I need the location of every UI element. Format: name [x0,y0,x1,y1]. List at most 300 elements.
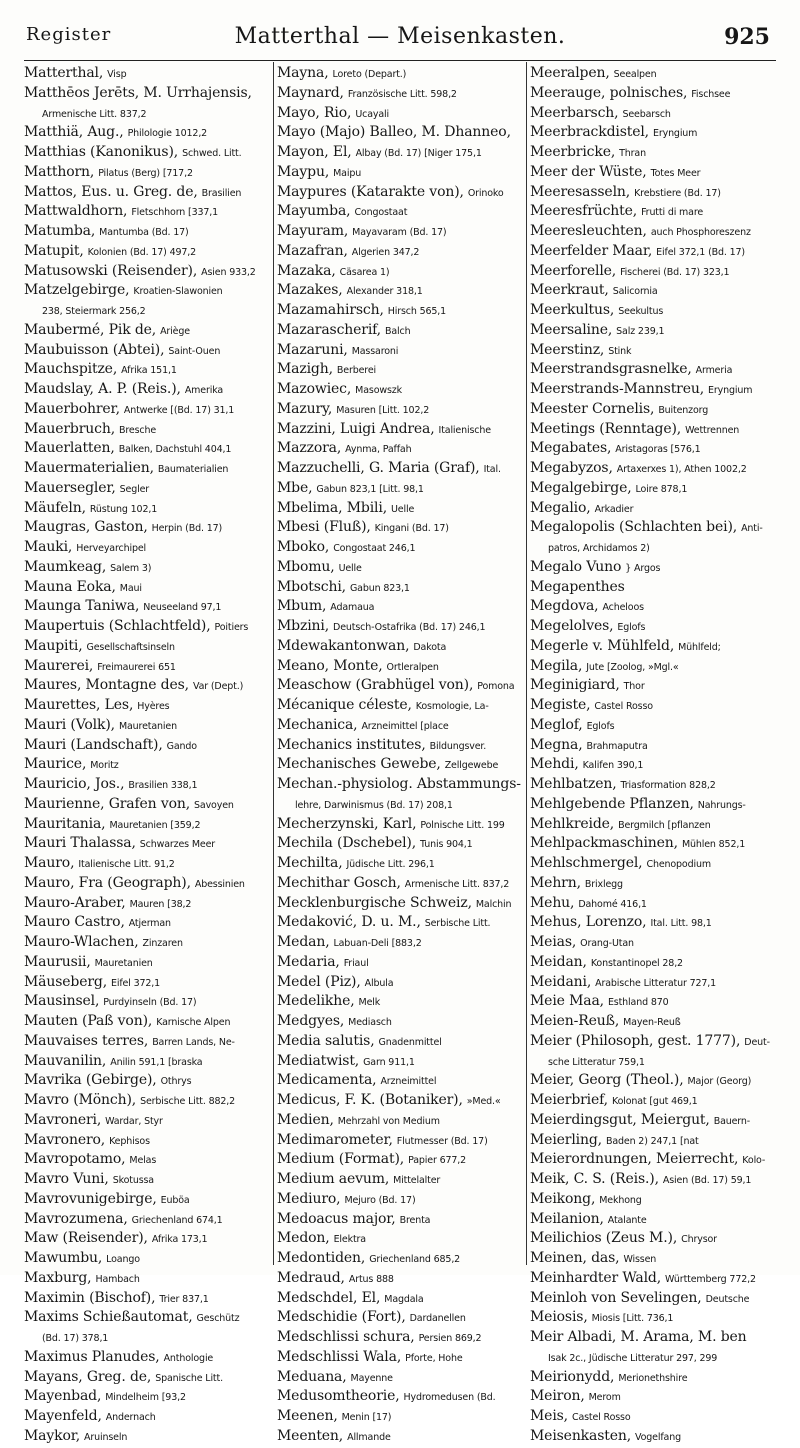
index-entry [277,518,522,538]
index-column-3 [530,64,780,1444]
entry-headword: Meirionydd, [530,1368,615,1385]
index-entry [530,795,780,815]
index-entry [277,64,522,84]
entry-headword: Meierbrief, [530,1092,608,1108]
index-entry [277,736,522,756]
entry-reference: Karnische Alpen [156,1017,231,1028]
entry-headword: Mayna, [277,65,329,81]
index-entry [530,222,780,242]
index-entry [530,834,780,854]
index-entry [530,1210,780,1230]
entry-headword: Mauerbohrer, [24,400,120,417]
entry-headword: Maypures (Katarakte von), [277,183,464,200]
index-entry [277,281,522,301]
index-entry [530,1190,780,1210]
entry-reference: Ital. Litt. 98,1 [650,918,712,930]
entry-reference: »Med.« [466,1096,501,1107]
index-entry [277,459,522,479]
entry-headword: Mauri (Landschaft), [24,736,163,753]
entry-headword: Meias, [530,934,577,950]
entry-headword: Mauro-Araber, [24,894,126,911]
entry-reference: Herveyarchipel [76,543,147,554]
index-entry [530,1170,780,1190]
entry-reference: Malchin [475,898,512,910]
index-entry [277,973,522,993]
entry-headword: Mehlbatzen, [530,776,617,792]
index-entry [24,301,270,321]
entry-headword: Mehlpackmaschinen, [530,835,678,852]
index-entry [277,854,522,874]
index-entry [277,657,522,677]
entry-reference: Tunis 904,1 [420,839,473,851]
entry-headword: Mdewakantonwan, [277,637,410,654]
index-entry [277,1091,522,1111]
index-entry [530,913,780,933]
entry-reference: Bergmilch [pflanzen [618,819,711,831]
entry-headword: Mauri Thalassa, [24,835,136,852]
index-entry [24,479,270,499]
index-entry [530,815,780,835]
entry-reference: Italienische Litt. 91,2 [78,859,175,870]
entry-reference: Saint-Ouen [168,345,221,357]
entry-headword: Mauersegler, [24,479,116,496]
entry-headword: Measchow (Grabhügel von), [277,677,474,694]
entry-reference: Elektra [333,1234,366,1246]
entry-headword: Meikong, [530,1190,596,1207]
entry-headword: Megalio, [530,499,591,516]
entry-reference: Albay (Bd. 17) [Niger 175,1 [355,148,482,159]
entry-reference: Isak 2c., Jüdische Litteratur 297, 299 [548,1352,718,1364]
index-entry [277,578,522,598]
index-entry [277,420,522,440]
index-entry [24,242,270,262]
index-entry [530,143,780,163]
entry-headword: Mehrn, [530,874,581,891]
entry-headword: Mechan.-physiolog. Abstammungs- [277,776,521,792]
index-entry [277,1150,522,1170]
entry-reference: Artaxerxes 1), Athen 1002,2 [616,464,747,475]
index-entry [277,1052,522,1072]
entry-reference: Kolonat [gut 469,1 [611,1096,698,1107]
entry-headword: Meerbarsch, [530,104,619,121]
entry-reference: Menin [17) [341,1412,392,1423]
entry-reference: Kingani (Bd. 17) [374,523,449,535]
entry-headword: Matthēos Jerēts, M. Urrhajensis, [24,84,252,101]
entry-headword: Mazigh, [277,361,333,378]
index-entry [530,953,780,973]
entry-headword: Mavrozumena, [24,1210,128,1227]
entry-reference: Neuseeland 97,1 [143,602,222,614]
index-entry [24,558,270,578]
index-entry [277,321,522,341]
entry-reference: Alexander 318,1 [346,286,423,298]
entry-headword: Meginigiard, [530,677,620,694]
entry-reference: Eglofs [617,622,646,633]
index-entry [24,183,270,203]
index-entry [530,597,780,617]
index-entry [530,518,780,538]
index-entry [24,1427,270,1447]
index-entry [530,104,780,124]
index-entry [24,538,270,558]
index-entry [24,400,270,420]
entry-headword: Mbelima, Mbili, [277,499,387,516]
index-entry [277,795,522,815]
entry-reference: Wettrennen [685,424,740,436]
entry-reference: Orang-Utan [580,938,634,949]
entry-reference: Adamaua [330,602,375,614]
entry-reference: Vogelfang [635,1431,681,1443]
index-entry [530,1150,780,1170]
entry-headword: Mehu, [530,894,575,911]
entry-reference: Garn 911,1 [363,1056,415,1068]
index-entry [530,1387,780,1407]
index-entry [530,755,780,775]
entry-reference: Armenische Litt. 837,2 [42,108,147,120]
entry-reference: Aynma, Paffah [345,444,412,456]
page-number: 925 [724,24,770,50]
entry-headword: Mazakes, [277,282,343,299]
entry-reference: Baumaterialien [157,464,229,475]
entry-reference: auch Phosphoreszenz [650,227,751,238]
entry-headword: Megna, [530,736,583,753]
index-entry [277,953,522,973]
index-entry [277,341,522,361]
entry-headword: Mazaka, [277,262,336,279]
index-entry [530,1091,780,1111]
index-entry [277,894,522,914]
index-entry [530,657,780,677]
entry-headword: Matumba, [24,223,96,239]
entry-reference: } Argos [625,562,661,574]
entry-headword: Medimarometer, [277,1131,393,1148]
entry-reference: Philologie 1012,2 [127,128,208,140]
entry-reference: Var (Dept.) [192,681,244,693]
entry-headword: Meidani, [530,973,592,990]
entry-headword: Mauermaterialien, [24,460,154,476]
entry-reference: Masuren [Litt. 102,2 [336,404,430,416]
entry-headword: Mauvanilin, [24,1052,107,1069]
entry-reference: Spanische Litt. [155,1372,223,1384]
index-entry [530,262,780,282]
entry-headword: Maw (Reisender), [24,1230,148,1247]
index-entry [530,1289,780,1309]
entry-reference: Hirsch 565,1 [387,306,447,317]
entry-reference: Aristagoras [576,1 [615,444,701,456]
index-entry [277,1328,522,1348]
entry-headword: Mechanics institutes, [277,736,426,753]
entry-headword: Mayenfeld, [24,1408,102,1424]
entry-headword: Mazzora, [277,440,342,457]
index-entry [277,380,522,400]
entry-reference: Anthologie [163,1352,214,1364]
entry-reference: Congostaat [354,207,408,219]
entry-headword: Mbzini, [277,618,330,634]
entry-reference: Schwed. Litt. [182,148,242,159]
entry-reference: Euböa [160,1194,190,1206]
entry-reference: Mejuro (Bd. 17) [344,1194,416,1206]
index-entry [277,499,522,519]
entry-headword: Mausinsel, [24,993,100,1010]
index-entry [24,834,270,854]
index-entry [24,716,270,736]
index-entry [277,104,522,124]
index-entry [24,321,270,341]
entry-reference: Eglofs [586,720,615,732]
entry-reference: Magdala [384,1293,424,1305]
entry-reference: Jute [Zoolog, »Mgl.« [586,661,679,673]
entry-reference: Loango [106,1254,140,1265]
entry-reference: Mediasch [348,1017,392,1028]
entry-headword: Mechilta, [277,855,343,871]
index-entry [530,1229,780,1249]
index-entry [24,459,270,479]
index-entry [24,795,270,815]
entry-reference: Orinoko [467,187,504,199]
entry-headword: Maypu, [277,163,330,180]
entry-headword: Matusowski (Reisender), [24,262,198,279]
entry-reference: Arzneimittel [380,1076,437,1088]
entry-reference: Major (Georg) [687,1076,752,1088]
entry-headword: Meiron, [530,1388,585,1405]
entry-reference: Mauren [38,2 [129,898,192,910]
index-entry [24,202,270,222]
entry-reference: Uelle [390,503,415,515]
entry-reference: Mindelheim [93,2 [105,1392,186,1404]
entry-headword: Meenen, [277,1408,338,1424]
index-entry [530,360,780,380]
entry-headword: Mechanica, [277,716,358,733]
entry-reference: Gabun 823,1 [Litt. 98,1 [316,483,424,495]
index-entry [24,617,270,637]
entry-reference: Dahomé 416,1 [578,898,647,910]
entry-headword: Mattos, Eus. u. Greg. de, [24,183,198,200]
entry-headword: Matthorn, [24,163,95,180]
entry-reference: Moritz [90,760,119,772]
index-entry [24,894,270,914]
entry-reference: Eryngium [652,128,698,140]
entry-headword: Meenten, [277,1427,344,1444]
entry-reference: Stink [608,345,632,357]
index-entry [24,973,270,993]
entry-reference: Bauern- [713,1115,751,1127]
index-entry [24,1368,270,1388]
entry-reference: Griechenland 674,1 [131,1214,223,1226]
entry-reference: Gesellschaftsinseln [86,641,175,653]
entry-reference: Serbische Litt. 882,2 [140,1096,236,1107]
entry-reference: Andernach [105,1412,156,1423]
entry-headword: Mauritania, [24,815,106,832]
entry-headword: Megerle v. Mühlfeld, [530,637,675,654]
entry-headword: Meilanion, [530,1210,604,1227]
entry-headword: Mechila (Dschebel), [277,835,417,852]
entry-reference: Anti- [741,523,763,535]
entry-headword: Mavro Vuni, [24,1171,109,1187]
entry-headword: Matupit, [24,242,84,259]
entry-headword: Mavroneri, [24,1111,102,1128]
index-entry [277,992,522,1012]
entry-reference: Brixlegg [584,878,623,890]
index-entry [277,676,522,696]
entry-headword: Meir Albadi, M. Arama, M. ben [530,1329,747,1345]
index-entry [24,439,270,459]
entry-headword: Mauri (Volk), [24,716,115,733]
register-label: Register [26,24,112,45]
entry-reference: Artus 888 [348,1273,394,1285]
entry-headword: Mechithar Gosch, [277,874,401,891]
entry-reference: Jüdische Litt. 296,1 [346,859,435,870]
entry-headword: Mécanique céleste, [277,697,412,713]
index-entry [24,1111,270,1131]
entry-reference: Arabische Litteratur 727,1 [595,977,717,989]
index-entry [277,1249,522,1269]
index-entry [277,1071,522,1091]
entry-reference: Melas [129,1155,157,1167]
entry-headword: Medicamenta, [277,1072,377,1089]
entry-headword: Medelikhe, [277,993,355,1010]
entry-reference: Purdyinseln (Bd. 17) [103,997,197,1009]
entry-headword: Maubermé, Pik de, [24,321,157,338]
entry-reference: Bildungsver. [429,740,487,752]
entry-reference: Algerien 347,2 [351,246,420,258]
entry-headword: Maurusii, [24,953,91,970]
index-entry [530,1012,780,1032]
index-entry [24,64,270,84]
entry-headword: Medschdel, El, [277,1289,381,1306]
entry-reference: Wissen [623,1254,657,1265]
entry-reference: Trier 837,1 [159,1293,209,1305]
index-entry [530,736,780,756]
index-entry [277,834,522,854]
entry-headword: Meeralpen, [530,65,610,81]
index-entry [24,1091,270,1111]
index-entry [277,775,522,795]
index-entry [530,637,780,657]
entry-reference: Gabun 823,1 [349,582,410,594]
entry-headword: Medium aevum, [277,1171,390,1187]
index-entry [277,1407,522,1427]
entry-headword: Mazury, [277,400,333,417]
entry-reference: Papier 677,2 [408,1155,467,1167]
index-entry [24,222,270,242]
index-entry [277,538,522,558]
index-entry [277,1210,522,1230]
index-entry [24,913,270,933]
index-entry [277,1170,522,1190]
entry-headword: Medicus, F. K. (Botaniker), [277,1092,463,1108]
index-entry [24,1328,270,1348]
entry-reference: Mayen-Reuß [623,1017,681,1028]
index-entry [277,1190,522,1210]
entry-reference: Thor [623,681,645,693]
index-entry [530,1308,780,1328]
entry-reference: Eifel 372,1 (Bd. 17) [656,246,745,258]
entry-headword: Meier, Georg (Theol.), [530,1072,684,1089]
entry-headword: Maykor, [24,1427,81,1444]
entry-reference: Hyères [137,701,170,712]
index-entry [530,242,780,262]
index-entry [24,143,270,163]
entry-headword: Medien, [277,1111,334,1128]
entry-reference: Freimaurerei 651 [97,661,176,673]
entry-reference: Mittelalter [393,1175,441,1186]
entry-reference: Brasilien 338,1 [128,780,198,791]
page-title: Matterthal — Meisenkasten. [234,24,566,49]
entry-reference: Kolonien (Bd. 17) 497,2 [87,246,197,258]
entry-headword: Mechanisches Gewebe, [277,756,441,773]
index-entry [530,84,780,104]
index-entry [277,123,522,143]
entry-reference: Aruinseln [84,1431,128,1443]
entry-headword: Meduana, [277,1368,347,1385]
index-entry [277,1348,522,1368]
entry-reference: Mühlfeld; [678,641,721,653]
entry-headword: Meinloh von Sevelingen, [530,1289,702,1306]
entry-headword: Medium (Format), [277,1151,405,1168]
entry-reference: Miosis [Litt. 736,1 [591,1313,674,1325]
index-entry [24,380,270,400]
index-entry [24,499,270,519]
entry-reference: Eryngium [708,385,753,396]
index-entry [530,992,780,1012]
index-entry [530,1032,780,1052]
entry-headword: Megapenthes [530,578,625,595]
entry-headword: Meerauge, polnisches, [530,84,688,101]
entry-reference: (Bd. 17) 378,1 [42,1333,109,1344]
entry-reference: Balken, Dachstuhl 404,1 [118,444,232,456]
index-entry [24,1269,270,1289]
entry-headword: Mauna Eoka, [24,578,116,595]
entry-reference: Merom [588,1392,621,1404]
entry-reference: Asien 933,2 [201,266,256,278]
index-entry [24,657,270,677]
entry-headword: Megalopolis (Schlachten bei), [530,519,738,536]
entry-reference: Segler [119,483,150,495]
entry-headword: Maximin (Bischof), [24,1289,156,1306]
index-entry [530,459,780,479]
entry-reference: Arkadier [594,503,634,515]
index-entry [24,420,270,440]
entry-headword: Mboko, [277,539,330,555]
entry-reference: Massaroni [351,345,399,357]
entry-reference: Wardar, Styr [105,1115,163,1127]
entry-reference: Baden 2) 247,1 [nat [605,1135,699,1147]
entry-reference: Buitenzorg [658,404,709,416]
entry-reference: sche Litteratur 759,1 [548,1056,645,1068]
entry-reference: Ortleralpen [386,661,439,673]
entry-headword: Mazamahirsch, [277,302,384,318]
entry-headword: Medel (Piz), [277,973,361,990]
index-entry [530,973,780,993]
index-entry [277,163,522,183]
entry-reference: Seebarsch [622,108,671,120]
index-entry [24,854,270,874]
entry-headword: Maumkeag, [24,558,107,575]
entry-headword: Mehus, Lorenzo, [530,914,647,931]
entry-headword: Mayo, Rio, [277,104,352,121]
entry-reference: Maui [119,582,142,594]
index-entry [277,439,522,459]
entry-reference: Skotussa [112,1175,154,1186]
index-entry [530,1269,780,1289]
index-column-2 [277,64,522,1444]
index-entry [277,1111,522,1131]
entry-headword: Megiste, [530,697,591,713]
entry-reference: Salz 239,1 [616,325,665,337]
entry-headword: Meinen, das, [530,1250,620,1266]
entry-headword: Mauvaises terres, [24,1032,149,1049]
entry-headword: Mayans, Greg. de, [24,1368,152,1385]
